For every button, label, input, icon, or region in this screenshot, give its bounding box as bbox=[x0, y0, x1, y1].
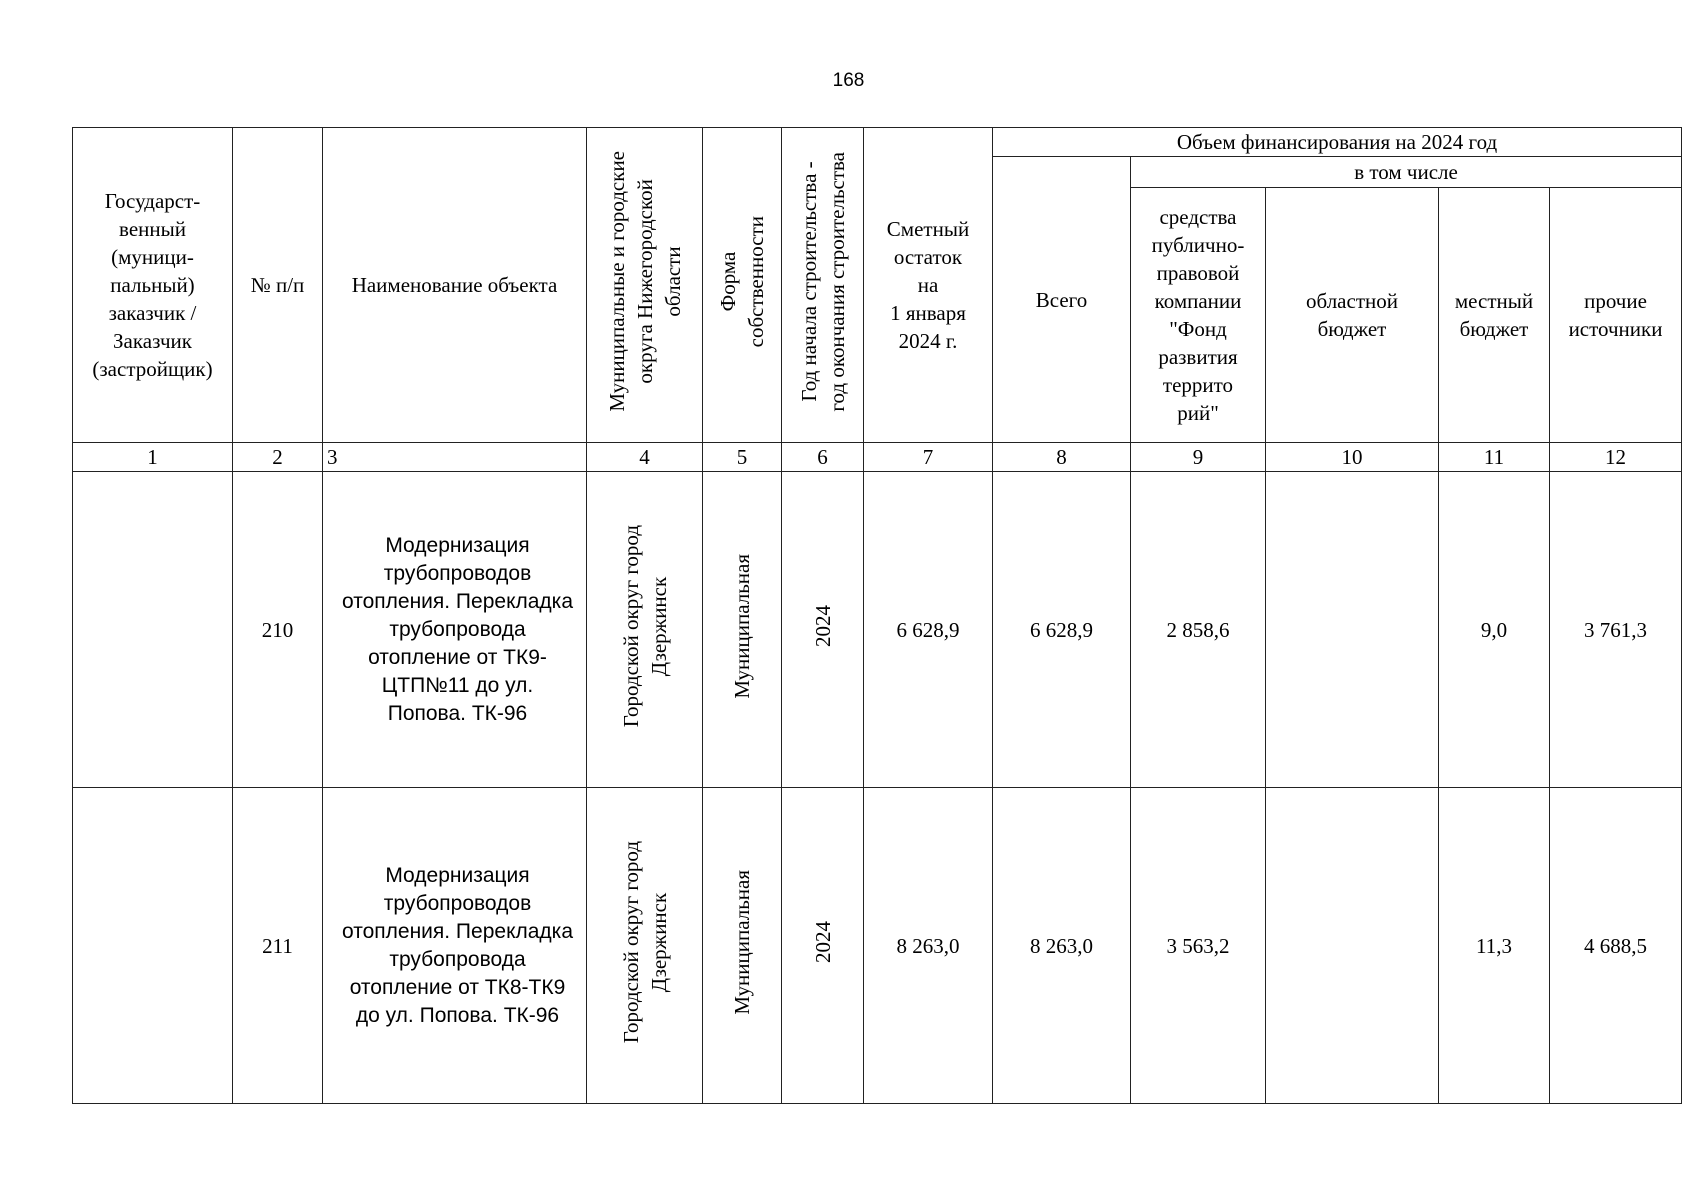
cell-num: 210 bbox=[233, 472, 323, 788]
column-number: 8 bbox=[993, 443, 1131, 472]
cell-years: 2024 bbox=[782, 472, 864, 788]
cell-ownership: Муниципальная bbox=[703, 788, 782, 1104]
cell-num: 211 bbox=[233, 788, 323, 1104]
table-row bbox=[73, 472, 1682, 788]
cell-regional bbox=[1266, 472, 1439, 788]
cell-years: 2024 bbox=[782, 788, 864, 1104]
header-customer: Государст- венный (муници- пальный) заказчик / Заказчик (застройщик) bbox=[73, 128, 233, 443]
column-number-row bbox=[73, 443, 1682, 472]
column-number: 7 bbox=[864, 443, 993, 472]
header-financing-group: Объем финансирования на 2024 год bbox=[993, 128, 1682, 157]
cell-total: 6 628,9 bbox=[993, 472, 1131, 788]
cell-estimate: 6 628,9 bbox=[864, 472, 993, 788]
header-estimate: Сметный остаток на 1 января 2024 г. bbox=[864, 128, 993, 443]
column-number: 2 bbox=[233, 443, 323, 472]
column-number: 6 bbox=[782, 443, 864, 472]
header-including: в том числе bbox=[1131, 157, 1682, 188]
page-number: 168 bbox=[832, 70, 865, 91]
cell-object-name: Модернизация трубопроводов отопления. Перекладка трубопровода отопление от ТК8-ТК9 до ул. Попова. ТК-96 bbox=[323, 788, 587, 1104]
cell-other: 4 688,5 bbox=[1550, 788, 1682, 1104]
cell-fund: 2 858,6 bbox=[1131, 472, 1266, 788]
cell-fund: 3 563,2 bbox=[1131, 788, 1266, 1104]
header-regional: областной бюджет bbox=[1266, 188, 1439, 443]
header-fund: средства публично- правовой компании "Фонд развития террито рий" bbox=[1131, 188, 1266, 443]
column-number: 1 bbox=[73, 443, 233, 472]
cell-customer bbox=[73, 788, 233, 1104]
header-other: прочие источники bbox=[1550, 188, 1682, 443]
cell-estimate: 8 263,0 bbox=[864, 788, 993, 1104]
cell-municipality: Городской округ город Дзержинск bbox=[587, 472, 703, 788]
column-number: 9 bbox=[1131, 443, 1266, 472]
cell-ownership: Муниципальная bbox=[703, 472, 782, 788]
header-municipality: Муниципальные и городские округа Нижегородской области bbox=[587, 128, 703, 443]
cell-regional bbox=[1266, 788, 1439, 1104]
column-number: 3 bbox=[323, 443, 587, 472]
column-number: 4 bbox=[587, 443, 703, 472]
header-local: местный бюджет bbox=[1439, 188, 1550, 443]
cell-local: 9,0 bbox=[1439, 472, 1550, 788]
cell-object-name: Модернизация трубопроводов отопления. Перекладка трубопровода отопление от ТК9- ЦТП№11 до ул. Попова. ТК-96 bbox=[323, 472, 587, 788]
header-row-1 bbox=[73, 128, 1682, 157]
cell-local: 11,3 bbox=[1439, 788, 1550, 1104]
header-years: Год начала строительства - год окончания строительства bbox=[782, 128, 864, 443]
column-number: 10 bbox=[1266, 443, 1439, 472]
cell-total: 8 263,0 bbox=[993, 788, 1131, 1104]
column-number: 11 bbox=[1439, 443, 1550, 472]
financing-table bbox=[72, 127, 1682, 1104]
header-num: № п/п bbox=[233, 128, 323, 443]
cell-municipality: Городской округ город Дзержинск bbox=[587, 788, 703, 1104]
column-number: 5 bbox=[703, 443, 782, 472]
column-number: 12 bbox=[1550, 443, 1682, 472]
table-row bbox=[73, 788, 1682, 1104]
cell-other: 3 761,3 bbox=[1550, 472, 1682, 788]
header-object-name: Наименование объекта bbox=[323, 128, 587, 443]
header-ownership: Форма собственности bbox=[703, 128, 782, 443]
cell-customer bbox=[73, 472, 233, 788]
header-total: Всего bbox=[993, 157, 1131, 443]
